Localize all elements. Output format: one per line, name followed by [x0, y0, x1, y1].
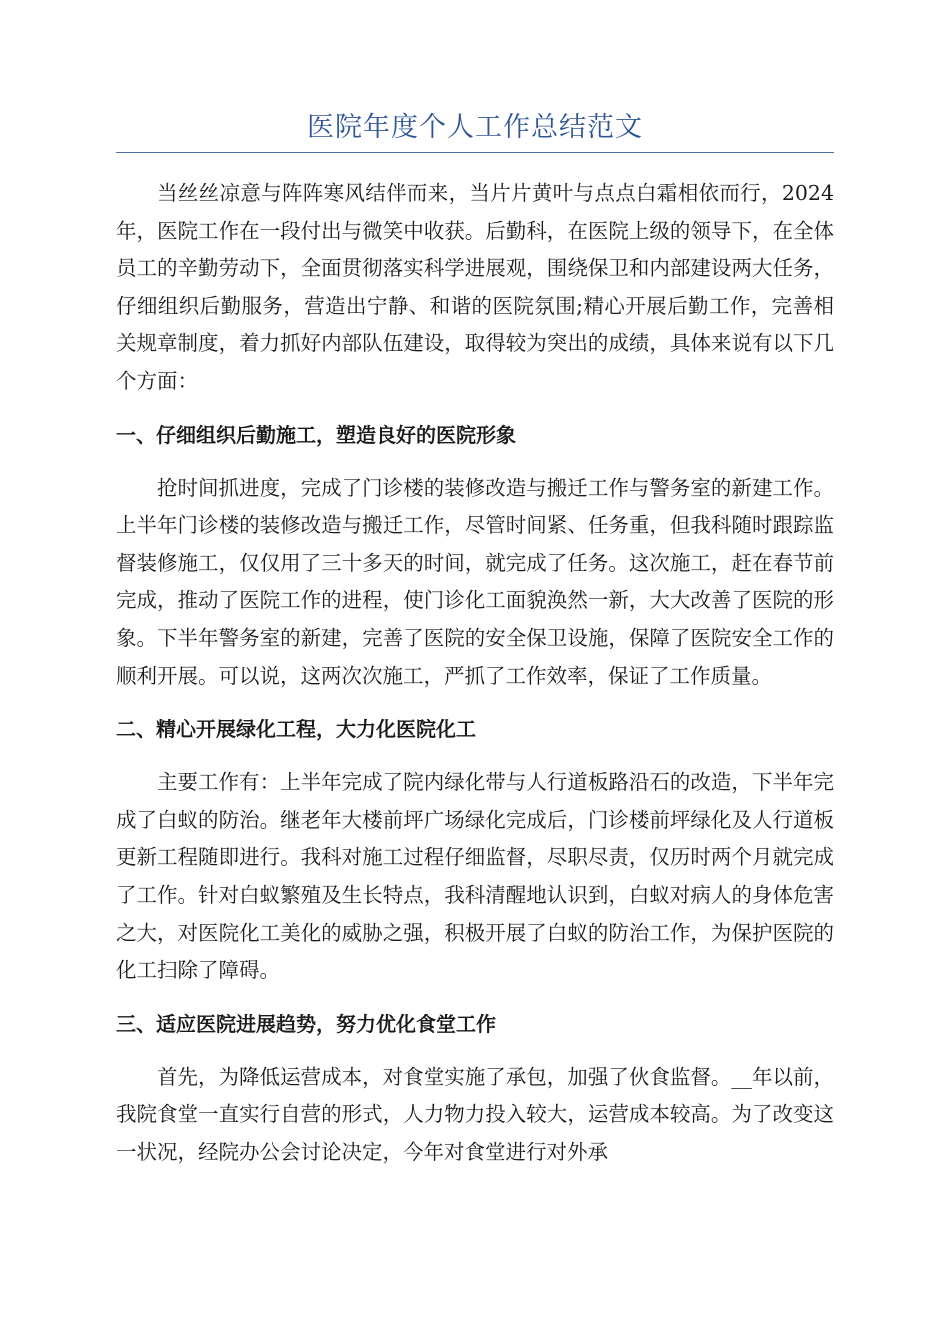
section-body-2: 主要工作有：上半年完成了院内绿化带与人行道板路沿石的改造，下半年完成了白蚁的防治。继老年大楼前坪广场绿化完成后，门诊楼前坪绿化及人行道板更新工程随即进行。我科对施工过程仔细监督，尽职尽责，仅历时两个月就完成了工作。针对白蚁繁殖及生长特点，我科清醒地认识到，白蚁对病人的身体危害之大，对医院化工美化的威胁之强，积极开展了白蚁的防治工作，为保护医院的化工扫除了障碍。: [116, 770, 834, 983]
section-body-1: 抢时间抓进度，完成了门诊楼的装修改造与搬迁工作与警务室的新建工作。上半年门诊楼的装修改造与搬迁工作，尽管时间紧、任务重，但我科随时跟踪监督装修施工，仅仅用了三十多天的时间，就完成了任务。这次施工，赶在春节前完成，推动了医院工作的进程，使门诊化工面貌涣然一新，大大改善了医院的形象。下半年警务室的新建，完善了医院的安全保卫设施，保障了医院安全工作的顺利开展。可以说，这两次次施工，严抓了工作效率，保证了工作质量。: [116, 475, 834, 688]
intro-paragraph: 当丝丝凉意与阵阵寒风结伴而来，当片片黄叶与点点白霜相依而行，2024年，医院工作在一段付出与微笑中收获。后勤科，在医院上级的领导下，在全体员工的辛勤劳动下，全面贯彻落实科学进展观，围绕保卫和内部建设两大任务，仔细组织后勤服务，营造出宁静、和谐的医院氛围;精心开展后勤工作，完善相关规章制度，着力抓好内部队伍建设，取得较为突出的成绩，具体来说有以下几个方面：: [116, 181, 834, 393]
document-page: [116, 108, 834, 1171]
section-heading-1: 一、仔细组织后勤施工，塑造良好的医院形象: [116, 422, 516, 447]
document-title: 医院年度个人工作总结范文: [116, 108, 834, 153]
section-heading-3: 三、适应医院进展趋势，努力优化食堂工作: [116, 1011, 496, 1036]
section-heading-2: 二、精心开展绿化工程，大力化医院化工: [116, 717, 476, 742]
section-body-3: 首先，为降低运营成本，对食堂实施了承包，加强了伙食监督。__年以前，我院食堂一直实行自营的形式，人力物力投入较大，运营成本较高。为了改变这一状况，经院办公会讨论决定，今年对食堂进行对外承: [116, 1064, 834, 1164]
